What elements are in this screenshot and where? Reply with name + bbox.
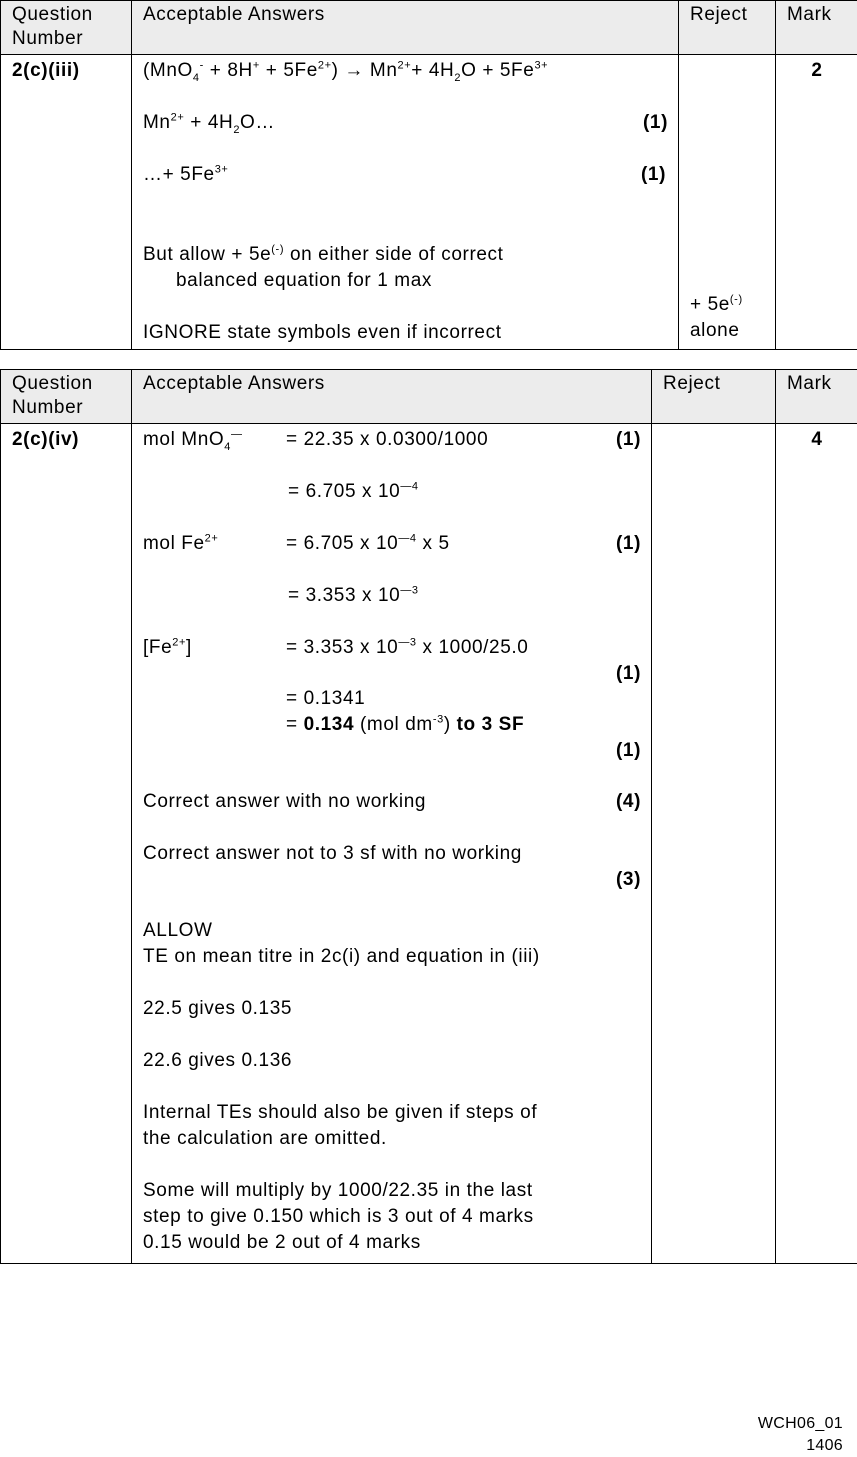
mark-point-2: …+ $5Fe^{3+}$ (1)	[143, 162, 668, 188]
mark-cell: 4	[776, 424, 857, 1264]
mark-value: (1)	[643, 110, 668, 135]
table-header-row	[1, 1, 857, 55]
allow-note: But allow + 5e(-) on either side of correct	[143, 242, 668, 268]
mark-cell: 2	[776, 55, 857, 350]
no-working-rule: Correct answer with no working (4)	[143, 789, 641, 815]
calc-step-concentration: $[Fe^{2+}]$ = 3.353 x $10^{—3}$ x 1000/25.0	[143, 635, 641, 661]
calc-step-mol-mno4: mol MnO$_4$— = 22.35 x 0.0300/1000 (1)	[143, 427, 641, 453]
acceptable-answers-header: Acceptable Answers	[132, 1, 679, 55]
te-note: TE on mean titre in 2c(i) and equation in (iii)	[143, 944, 641, 970]
table-header-row	[1, 370, 857, 424]
ignore-note: IGNORE state symbols even if incorrect	[143, 320, 668, 346]
calc-step-mol-fe: mol $Fe^{2+}$ = 6.705 x $10^{—4}$ x 5 (1)	[143, 531, 641, 557]
internal-te-note: Internal TEs should also be given if steps of	[143, 1100, 641, 1126]
session-number: 1406	[758, 1435, 843, 1457]
question-number: 2(c)(iii)	[1, 55, 132, 350]
not-3sf-rule: Correct answer not to 3 sf with no working	[143, 841, 641, 867]
mark-value: (1)	[143, 661, 641, 686]
question-number: 2(c)(iv)	[1, 424, 132, 1264]
acceptable-answers-cell: mol MnO$_4$— = 22.35 x 0.0300/1000 (1) = 6.705 x $10^{—4}$ mol $Fe^{2+}$ = 6.705 x $10^{—4}$ x 5 (1) = 3.353 x $10^{—3}$ $[Fe^{2+}]$ = 3.353 x $10^{—3}$ x 1000/25.0 (1) = 0.1341 = 0.134 (mol $dm^{-3}$) to 3 SF (1) Correct answer with no working (4) Correct answer not to 3 sf with no working (3) ALLOW TE on mean titre in 2c(i) and equation in (iii) 22.5 gives 0.135 22.6 gives 0.136 Internal TEs should also be given if steps of the calculation are omitted. Some will multiply by 1000/22.35 in the last step to give 0.150 which is 3 out of 4 marks 0.15 would be 2 out of 4 marks	[132, 424, 652, 1264]
mark-scheme-table-1	[0, 0, 857, 350]
te-example-1: 22.5 gives 0.135	[143, 996, 641, 1022]
acceptable-answers-cell: $(MnO_4^- + 8H^+ + 5Fe^{2+}) \to Mn^{2+}+ 4H_2O + 5Fe^{3+}$ $Mn^{2+}$ + $4H_2O\dots$ (1) …+ $5Fe^{3+}$ (1) But allow + 5e(-) on either side of correct balanced equation for 1 max IGNORE state symbols even if incorrect	[132, 55, 679, 350]
question-number-header: Question Number	[1, 370, 132, 424]
multiply-note: Some will multiply by 1000/22.35 in the last	[143, 1178, 641, 1204]
acceptable-answers-header: Acceptable Answers	[132, 370, 652, 424]
equation-line: $(MnO_4^- + 8H^+ + 5Fe^{2+}) \to Mn^{2+}+ 4H_2O + 5Fe^{3+}$	[143, 58, 668, 84]
final-answer: = 0.134 (mol $dm^{-3}$) to 3 SF	[143, 712, 641, 738]
table-row	[1, 55, 857, 350]
mark-value: (3)	[143, 867, 641, 892]
page-footer	[758, 1413, 843, 1457]
paper-code: WCH06_01	[758, 1413, 843, 1435]
reject-header: Reject	[652, 370, 776, 424]
mark-scheme-table-2	[0, 369, 857, 1264]
table-row	[1, 424, 857, 1264]
mark-value: (1)	[641, 162, 666, 187]
te-example-2: 22.6 gives 0.136	[143, 1048, 641, 1074]
reject-cell: + 5e(-) alone	[679, 55, 776, 350]
mark-value: (1)	[143, 738, 641, 763]
mark-header: Mark	[776, 1, 857, 55]
reject-header: Reject	[679, 1, 776, 55]
mark-header: Mark	[776, 370, 857, 424]
question-number-header: Question Number	[1, 1, 132, 55]
reject-cell	[652, 424, 776, 1264]
mark-point-1: $Mn^{2+}$ + $4H_2O\dots$ (1)	[143, 110, 668, 136]
